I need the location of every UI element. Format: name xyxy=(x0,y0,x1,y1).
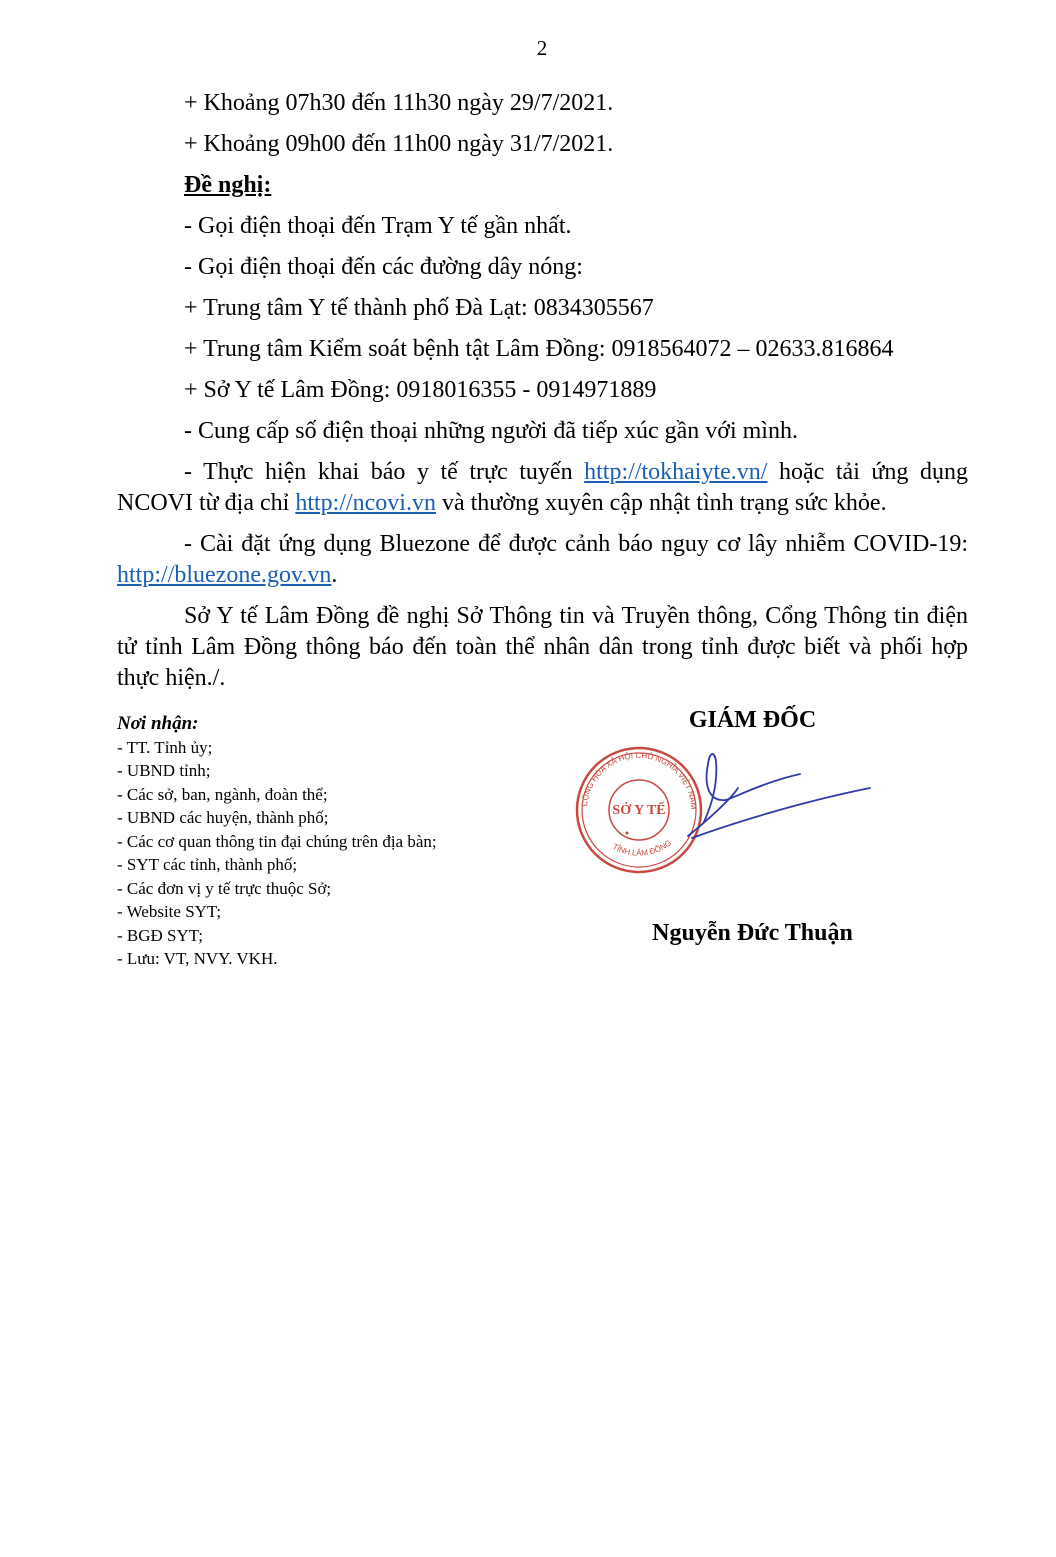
seal-bottom-text: TỈNH LÂM ĐỒNG xyxy=(611,838,674,858)
seal-and-signature xyxy=(570,740,880,880)
item-bluezone-text-1: - Cài đặt ứng dụng Bluezone để được cảnh báo nguy cơ lây nhiễm COVID-19: xyxy=(184,531,968,557)
item-bluezone xyxy=(117,529,968,591)
signer-title: GIÁM ĐỐC xyxy=(688,707,817,733)
bluezone-link[interactable]: http://bluezone.gov.vn xyxy=(117,562,332,588)
recommendation-heading-text: Đề nghị: xyxy=(184,172,272,198)
hotline-dalat: + Trung tâm Y tế thành phố Đà Lạt: 0834305567 xyxy=(184,295,654,321)
hotline-syt: + Sở Y tế Lâm Đồng: 0918016355 - 0914971889 xyxy=(184,377,657,403)
time-line-1: + Khoảng 07h30 đến 11h30 ngày 29/7/2021. xyxy=(184,90,614,116)
signature-stroke-icon xyxy=(688,754,870,838)
recipients-block xyxy=(117,712,557,971)
recommendation-heading xyxy=(117,170,968,201)
recipient-item: - Lưu: VT, NVY. VKH. xyxy=(117,949,278,968)
page-number: 2 xyxy=(536,36,548,60)
seal-svg xyxy=(570,740,880,880)
recipient-item: - TT. Tỉnh ủy; xyxy=(117,737,213,757)
item-bluezone-text-2: . xyxy=(331,562,338,588)
document-body xyxy=(117,88,968,704)
item-contacts: - Cung cấp số điện thoại những người đã tiếp xúc gần với mình. xyxy=(184,418,798,444)
item-declaration-text-3: và thường xuyên cập nhật tình trạng sức khỏe. xyxy=(435,490,887,516)
time-line-2: + Khoảng 09h00 đến 11h00 ngày 31/7/2021. xyxy=(184,131,614,157)
item-call-station: - Gọi điện thoại đến Trạm Y tế gần nhất. xyxy=(184,213,572,239)
hotline-cdc: + Trung tâm Kiểm soát bệnh tật Lâm Đồng: 0918564072 – 02633.816864 xyxy=(184,336,894,362)
signer-name: Nguyễn Đức Thuận xyxy=(652,920,853,946)
recipient-item: - Các sở, ban, ngành, đoàn thể; xyxy=(117,784,328,804)
recipient-item: - SYT các tỉnh, thành phố; xyxy=(117,855,298,874)
tokhaiyte-link[interactable]: http://tokhaiyte.vn/ xyxy=(584,459,768,485)
recipients-title: Nơi nhận: xyxy=(117,713,199,734)
recipients-list xyxy=(117,736,557,971)
item-call-hotlines: - Gọi điện thoại đến các đường dây nóng: xyxy=(184,254,583,280)
closing-paragraph: Sở Y tế Lâm Đồng đề nghị Sở Thông tin và Truyền thông, Cổng Thông tin điện tử tỉnh Lâm Đồng thông báo đến toàn thể nhân dân trong tỉnh được biết và phối hợp thực hiện./. xyxy=(117,603,968,691)
recipient-item: - UBND tỉnh; xyxy=(117,761,211,780)
recipient-item: - BGĐ SYT; xyxy=(117,925,203,945)
seal-center-text: SỞ Y TẾ xyxy=(612,803,666,818)
recipient-item: - Các đơn vị y tế trực thuộc Sở; xyxy=(117,878,332,898)
item-declaration-text-2: hoặc tải ứng dụng NCOVI từ địa chỉ xyxy=(117,459,968,516)
seal-top-text: CỘNG HÒA XÃ HỘI CHỦ NGHĨA VIỆT NAM xyxy=(580,750,699,810)
ncovi-link[interactable]: http://ncovi.vn xyxy=(295,490,436,516)
recipient-item: - UBND các huyện, thành phố; xyxy=(117,808,329,827)
recipient-item: - Các cơ quan thông tin đại chúng trên địa bàn; xyxy=(117,831,437,851)
item-declaration-text-1: - Thực hiện khai báo y tế trực tuyến xyxy=(184,459,585,485)
recipient-item: - Website SYT; xyxy=(117,902,222,921)
item-declaration xyxy=(117,457,968,519)
official-seal-icon xyxy=(577,748,701,872)
